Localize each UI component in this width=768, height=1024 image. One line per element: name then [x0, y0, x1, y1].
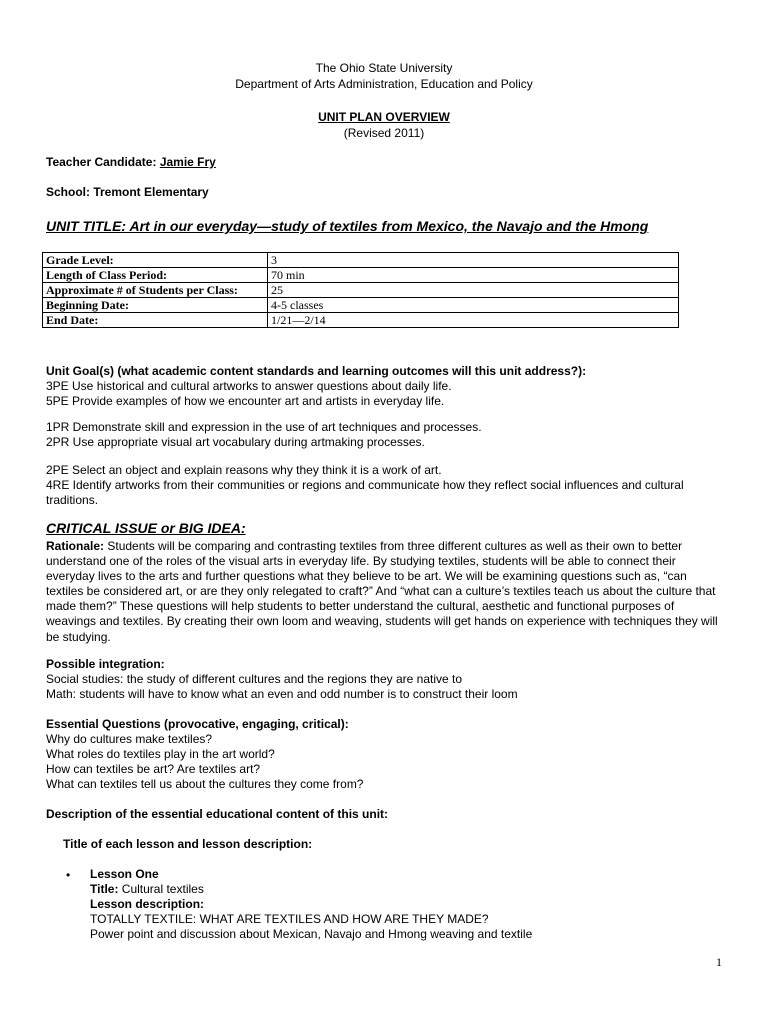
end-date-value: 1/21—2/14: [268, 313, 679, 328]
lesson-title-label: Title:: [90, 882, 119, 896]
table-row: [43, 313, 679, 328]
integration-line: Math: students will have to know what an even and odd number is to construct their loom: [46, 687, 518, 701]
essential-question: How can textiles be art? Are textiles art?: [46, 762, 261, 776]
table-row: [43, 298, 679, 313]
lesson-description-line: Power point and discussion about Mexican, Navajo and Hmong weaving and textile: [90, 927, 533, 941]
students-value: 25: [268, 283, 679, 298]
table-row: [43, 253, 679, 268]
table-row: [43, 283, 679, 298]
goal-item: 3PE Use historical and cultural artworks to answer questions about daily life.: [46, 379, 452, 393]
essential-question: What roles do textiles play in the art world?: [46, 747, 275, 761]
integration-heading: Possible integration:: [46, 657, 165, 671]
grade-level-label: Grade Level:: [43, 253, 268, 268]
goal-item: 2PR Use appropriate visual art vocabulary during artmaking processes.: [46, 435, 425, 449]
big-idea-heading: CRITICAL ISSUE or BIG IDEA:: [46, 520, 246, 536]
info-table: [42, 252, 679, 328]
integration-line: Social studies: the study of different cultures and the regions they are native to: [46, 672, 463, 686]
bullet-icon: •: [66, 868, 71, 882]
goal-item: 4RE Identify artworks from their communities or regions and communicate how they reflect social influences and cultural: [46, 478, 684, 492]
school-line: [46, 185, 209, 200]
university-name: The Ohio State University: [315, 61, 453, 75]
teacher-label: Teacher Candidate:: [46, 155, 160, 169]
table-row: [43, 268, 679, 283]
goals-heading: Unit Goal(s) (what academic content standards and learning outcomes will this unit address?):: [46, 364, 587, 378]
lessons-heading: Title of each lesson and lesson description:: [63, 837, 313, 851]
teacher-name: Jamie Fry: [159, 155, 216, 169]
lesson-name: Lesson One: [90, 867, 159, 881]
page-number: 1: [716, 955, 722, 969]
goal-item: 5PE Provide examples of how we encounter art and artists in everyday life.: [46, 394, 445, 408]
revised-note: (Revised 2011): [343, 126, 425, 140]
goal-item: traditions.: [46, 493, 99, 507]
essential-questions-heading: Essential Questions (provocative, engaging, critical):: [46, 717, 349, 731]
school-name: Tremont Elementary: [93, 185, 209, 199]
unit-title: UNIT TITLE: Art in our everyday—study of textiles from Mexico, the Navajo and the Hmong: [46, 218, 649, 234]
document-title: UNIT PLAN OVERVIEW: [318, 110, 450, 124]
beginning-date-label: Beginning Date:: [43, 298, 268, 313]
class-length-label: Length of Class Period:: [43, 268, 268, 283]
lesson-title-line: [90, 882, 204, 897]
lesson-description-label: Lesson description:: [90, 897, 205, 911]
goal-item: 2PE Select an object and explain reasons why they think it is a work of art.: [46, 463, 442, 477]
department-name: Department of Arts Administration, Education and Policy: [235, 77, 533, 91]
rationale-paragraph: [46, 539, 718, 645]
content-heading: Description of the essential educational content of this unit:: [46, 807, 389, 821]
goal-item: 1PR Demonstrate skill and expression in the use of art techniques and processes.: [46, 420, 482, 434]
school-label: School:: [46, 185, 94, 199]
teacher-line: [46, 155, 216, 170]
end-date-label: End Date:: [43, 313, 268, 328]
grade-level-value: 3: [268, 253, 679, 268]
rationale-label: Rationale:: [46, 539, 105, 553]
essential-question: Why do cultures make textiles?: [46, 732, 213, 746]
rationale-text: Students will be comparing and contrasting textiles from three different cultures as well as their own to better understand one of the roles of the visual arts in everyday life. By studying textiles, students will be able to connect their everyday lives to the arts and further questions what they believe to be art. We will be examining questions such as, “can textiles be considered art, or are they only relegated to craft?” And “what can a culture’s textiles teach us about the culture that made them?” These questions will help students to better understand the cultural, aesthetic and functional purposes of weavings and textiles. By creating their own loom and weaving, students will get hands on experience with techniques they will be studying.: [46, 539, 718, 644]
class-length-value: 70 min: [268, 268, 679, 283]
students-label: Approximate # of Students per Class:: [43, 283, 268, 298]
beginning-date-value: 4-5 classes: [268, 298, 679, 313]
lesson-title-value: Cultural textiles: [118, 882, 204, 896]
lesson-description-line: TOTALLY TEXTILE: WHAT ARE TEXTILES AND HOW ARE THEY MADE?: [90, 912, 489, 926]
essential-question: What can textiles tell us about the cultures they come from?: [46, 777, 364, 791]
